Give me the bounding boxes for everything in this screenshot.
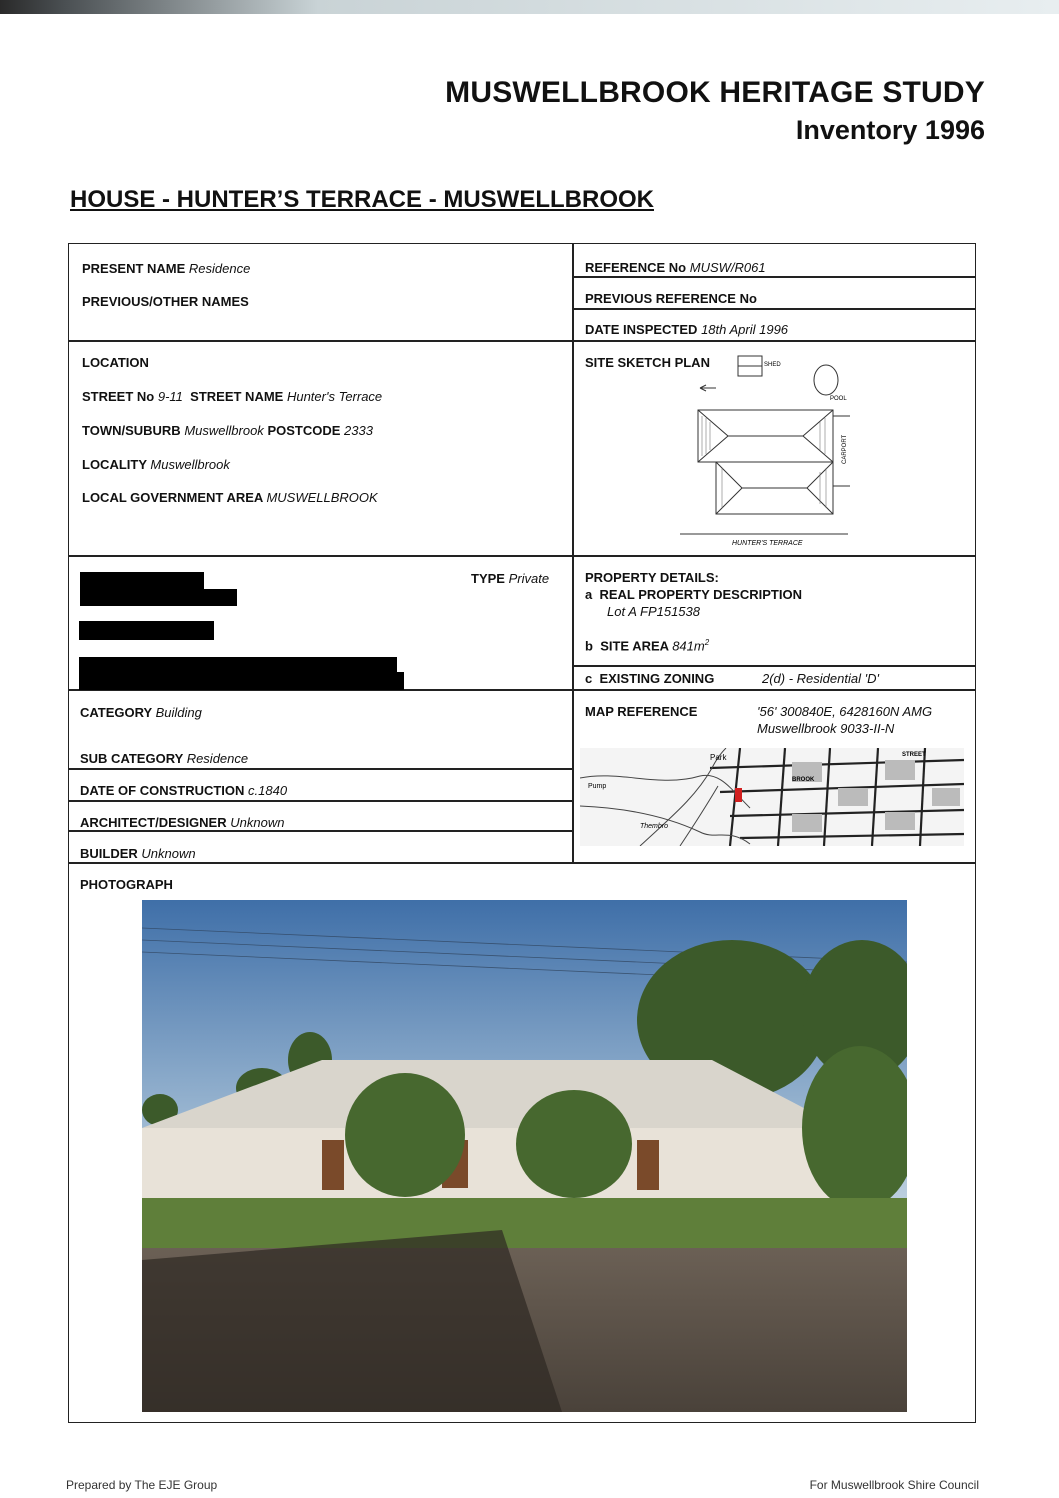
photo-shadow xyxy=(142,1230,562,1412)
divider xyxy=(68,555,976,557)
site-sketch-drawing xyxy=(680,352,850,547)
type-value: Private xyxy=(508,571,550,586)
town-value: Muswellbrook xyxy=(184,423,264,438)
architect-value: Unknown xyxy=(230,815,285,830)
sketch-caption: HUNTER'S TERRACE xyxy=(732,540,803,547)
sketch-shed-note: SHED xyxy=(764,362,781,368)
builder-value: Unknown xyxy=(141,846,196,861)
item-heading: HOUSE - HUNTER’S TERRACE - MUSWELLBROOK xyxy=(70,186,654,213)
previous-reference-label: PREVIOUS REFERENCE No xyxy=(585,291,757,306)
zoning-letter: c xyxy=(585,671,593,686)
zoning-value: 2(d) - Residential 'D' xyxy=(762,671,879,686)
locality xyxy=(82,457,230,472)
architect xyxy=(80,815,284,830)
site-area-unit-sup: 2 xyxy=(704,638,710,647)
photo-house-wall xyxy=(142,1128,842,1198)
town-label: TOWN/SUBURB xyxy=(82,423,181,438)
previous-names-label: PREVIOUS/OTHER NAMES xyxy=(82,294,249,309)
sketch-pool-note: POOL xyxy=(830,396,847,402)
divider xyxy=(68,768,572,770)
category-label: CATEGORY xyxy=(80,705,152,720)
photograph-label: PHOTOGRAPH xyxy=(80,877,173,892)
type-label: TYPE xyxy=(471,571,505,586)
redaction-bar xyxy=(79,621,214,640)
site-area xyxy=(585,638,709,653)
reference-label: REFERENCE No xyxy=(585,260,687,275)
divider xyxy=(68,340,976,342)
map-reference-line1: '56' 300840E, 6428160N AMG xyxy=(757,704,933,719)
date-of-construction-label: DATE OF CONSTRUCTION xyxy=(80,783,245,798)
redaction-bar xyxy=(80,589,237,606)
town-postcode xyxy=(82,423,373,438)
rpd-letter: a xyxy=(585,587,593,602)
footer-right: For Muswellbrook Shire Council xyxy=(809,1478,979,1492)
lga xyxy=(82,490,378,505)
divider xyxy=(572,308,976,310)
street-name-value: Hunter's Terrace xyxy=(286,389,383,404)
site-location-marker xyxy=(735,788,742,802)
postcode-label: POSTCODE xyxy=(267,423,341,438)
divider xyxy=(68,800,572,802)
house-photograph xyxy=(142,900,907,1412)
map-label-thembro: Thembro xyxy=(640,823,669,830)
photo-lawn xyxy=(142,1198,907,1248)
location-label: LOCATION xyxy=(82,355,149,370)
zoning xyxy=(585,671,714,686)
divider xyxy=(68,830,572,832)
date-of-construction xyxy=(80,783,287,798)
date-inspected-label: DATE INSPECTED xyxy=(585,322,698,337)
rpd-value: Lot A FP151538 xyxy=(607,604,700,619)
locality-value: Muswellbrook xyxy=(150,457,230,472)
sub-category xyxy=(80,751,248,766)
pool-outline xyxy=(814,365,838,395)
footer-left: Prepared by The EJE Group xyxy=(66,1478,218,1492)
map-label-park: Park xyxy=(710,753,727,762)
site-area-letter: b xyxy=(585,638,593,654)
ownership-type xyxy=(471,571,549,586)
reference-number xyxy=(585,260,766,275)
property-details-label: PROPERTY DETAILS: xyxy=(585,570,719,585)
rpd-label: REAL PROPERTY DESCRIPTION xyxy=(599,587,802,602)
reference-value: MUSW/R061 xyxy=(689,260,766,275)
street-name-label: STREET NAME xyxy=(190,389,284,404)
street-no-value: 9-11 xyxy=(157,389,183,404)
map-label-brook: BROOK xyxy=(792,777,815,783)
divider xyxy=(68,862,976,864)
lga-value: MUSWELLBROOK xyxy=(266,490,378,505)
divider xyxy=(572,665,976,667)
street-no-label: STREET No xyxy=(82,389,155,404)
date-of-construction-value: c.1840 xyxy=(248,783,288,798)
date-inspected-value: 18th April 1996 xyxy=(701,322,789,337)
present-name-label: PRESENT NAME xyxy=(82,261,186,276)
category xyxy=(80,705,202,720)
sub-category-value: Residence xyxy=(186,751,249,766)
map-label-street: STREET xyxy=(902,752,926,758)
redaction-bar xyxy=(79,672,404,690)
center-divider xyxy=(572,243,574,863)
date-inspected xyxy=(585,322,788,337)
scan-edge xyxy=(0,0,1059,14)
present-name xyxy=(82,261,250,276)
architect-label: ARCHITECT/DESIGNER xyxy=(80,815,227,830)
sub-category-label: SUB CATEGORY xyxy=(80,751,184,766)
postcode-value: 2333 xyxy=(344,423,373,438)
locality-map xyxy=(580,748,964,846)
rpd xyxy=(585,587,802,602)
present-name-value: Residence xyxy=(188,261,251,276)
sketch-carport-note: CARPORT xyxy=(842,434,848,464)
locality-label: LOCALITY xyxy=(82,457,147,472)
zoning-label: EXISTING ZONING xyxy=(599,671,715,686)
map-reference-line2: Muswellbrook 9033-II-N xyxy=(757,721,895,736)
lga-label: LOCAL GOVERNMENT AREA xyxy=(82,490,263,505)
map-reference-label: MAP REFERENCE xyxy=(585,704,698,719)
builder-label: BUILDER xyxy=(80,846,138,861)
category-value: Building xyxy=(155,705,202,720)
site-area-label: SITE AREA xyxy=(600,638,669,654)
study-title: MUSWELLBROOK HERITAGE STUDY xyxy=(445,76,985,109)
builder xyxy=(80,846,196,861)
street-address xyxy=(82,389,382,404)
inventory-subtitle: Inventory 1996 xyxy=(795,115,985,145)
site-area-value: 841m xyxy=(672,638,705,654)
site-sketch-label: SITE SKETCH PLAN xyxy=(585,355,710,370)
map-label-pump: Pump xyxy=(588,783,607,790)
divider xyxy=(572,276,976,278)
